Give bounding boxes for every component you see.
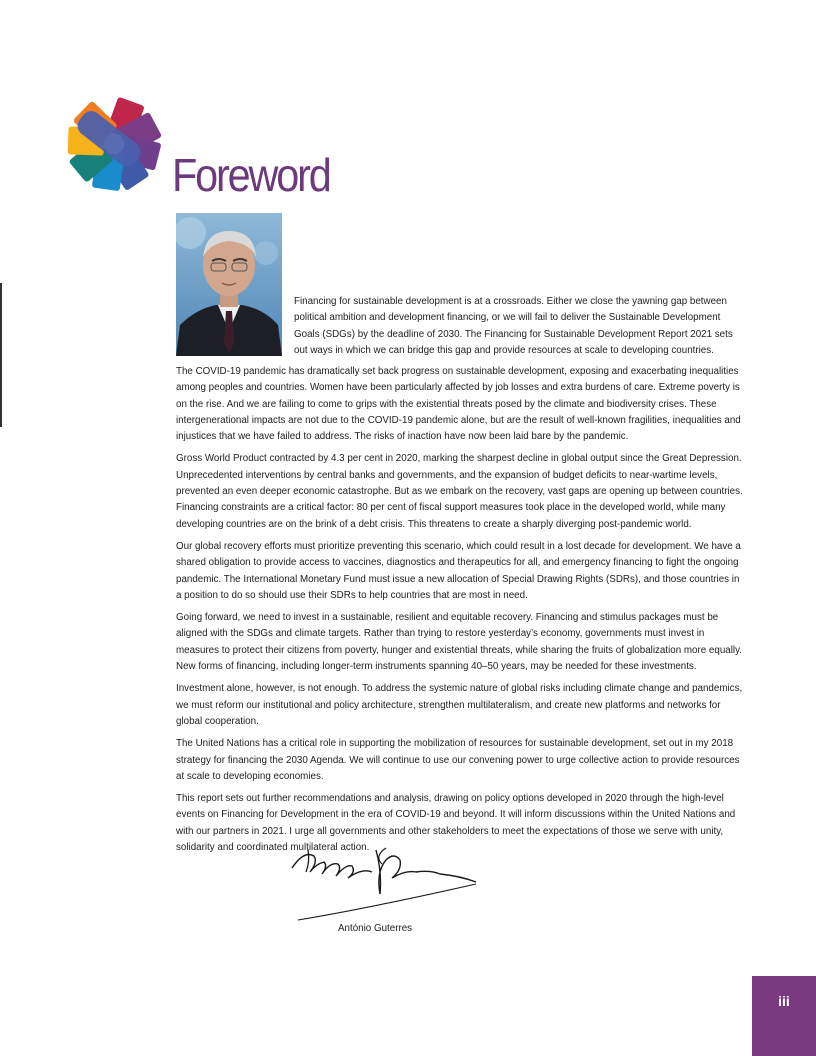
paragraph: Gross World Product contracted by 4.3 per cent in 2020, marking the sharpest decline in global output since the Great Depression. Unprecedented interventions by central banks and governments, and the expansion of budget deficits to near-wartime levels, prevented an even deeper economic catastrophe. But as we embark on the recovery, vast gaps are opening up between countries. Financing constraints are a critical factor: 80 per cent of fiscal support measures took place in the developed world, while many developing countries are on the brink of a debt crisis. This threatens to create a sharply diverging post-pandemic world. bbox=[176, 453, 743, 530]
foreword-body bbox=[176, 364, 746, 862]
intro-text: Financing for sustainable development is at a crossroads. Either we close the yawning gap between political ambition and development financing, or we will fail to deliver the Sustainable Development Goals (SDGs) by the deadline of 2030. The Financing for Sustainable Development Report 2021 sets out ways in which we can bridge this gap and provide resources at scale to developing countries. bbox=[294, 296, 733, 356]
paragraph: Going forward, we need to invest in a sustainable, resilient and equitable recovery. Financing and stimulus packages must be aligned with the SDGs and climate targets. Rather than trying to restore yesterday’s economy, governments must invest in measures to protect their citizens from poverty, hunger and existential threats, while sharing the fruits of globalization more equally. New forms of financing, including longer-term instruments spanning 40–50 years, may be needed for these investments. bbox=[176, 612, 742, 673]
paragraph: The COVID-19 pandemic has dramatically set back progress on sustainable development, exposing and exacerbating inequalities among peoples and countries. Women have been particularly affected by job losses and extra burdens of care. Extreme poverty is on the rise. And we are failing to come to grips with the existential threats posed by the climate and biodiversity crises. These intergenerational impacts are not due to the COVID-19 pandemic alone, but are the result of well-known fragilities, inequalities and injustices that we have failed to address. The risks of inaction have now been laid bare by the pandemic. bbox=[176, 366, 741, 443]
paragraph: Our global recovery efforts must prioritize preventing this scenario, which could result in a lost decade for development. We have a shared obligation to provide access to vaccines, diagnostics and therapeutics for all, and emergency financing to fight the ongoing pandemic. The International Monetary Fund must issue a new allocation of Special Drawing Rights (SDRs), and those countries in a position to do so should use their SDRs to help countries that are most in need. bbox=[176, 540, 741, 601]
portrait-photo-icon bbox=[176, 213, 282, 356]
intro-paragraph bbox=[294, 294, 744, 359]
page-title: Foreword bbox=[172, 149, 330, 201]
margin-rule bbox=[0, 283, 2, 427]
signature-icon bbox=[290, 842, 480, 926]
signer-name: António Guterres bbox=[338, 923, 413, 934]
paragraph: This report sets out further recommendations and analysis, drawing on policy options developed in 2020 through the high-level events on Financing for Development in the era of COVID-19 and beyond. It will inform discussions within the United Nations and with our partners in 2021. I urge all governments and other stakeholders to meet the expectations of those we serve with unity, solidarity and coordinated multilateral action. bbox=[176, 793, 736, 854]
paragraph: The United Nations has a critical role in supporting the mobilization of resources for sustainable development, set out in my 2018 strategy for financing the 2030 Agenda. We will continue to use our convening power to urge collective action to provide resources at scale to developing economies. bbox=[176, 738, 740, 782]
page-number: iii bbox=[752, 976, 816, 1056]
paragraph: Investment alone, however, is not enough. To address the systemic nature of global risks including climate change and pandemics, we must reform our institutional and policy architecture, strengthen multilateralism, and create new platforms and networks for global cooperation. bbox=[176, 683, 743, 727]
sdg-wheel-logo-icon bbox=[62, 92, 166, 196]
